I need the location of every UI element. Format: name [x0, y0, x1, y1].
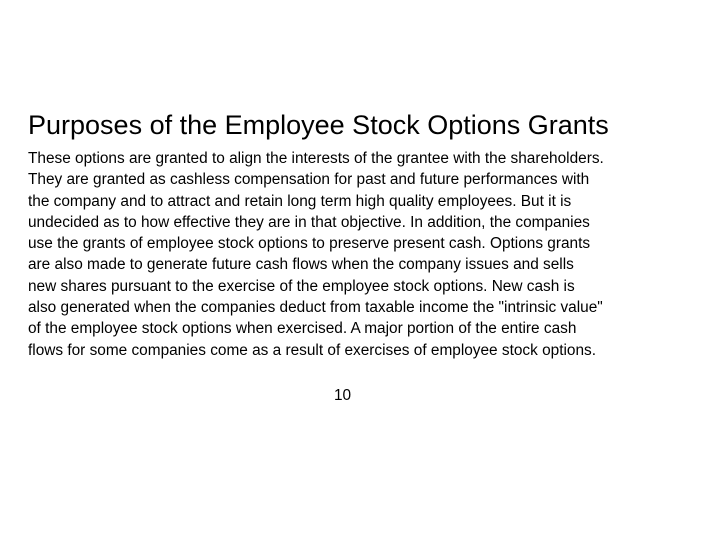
body-line: use the grants of employee stock options to preserve present cash. Options grants	[28, 235, 591, 253]
body-line: They are granted as cashless compensation for past and future performances with	[28, 171, 590, 189]
slide-title: Purposes of the Employee Stock Options Grants	[28, 110, 609, 140]
slide-body	[28, 148, 718, 361]
body-line: new shares pursuant to the exercise of the employee stock options. New cash is	[28, 277, 575, 295]
body-line: flows for some companies come as a result of exercises of employee stock options.	[28, 341, 596, 359]
body-line: are also made to generate future cash flows when the company issues and sells	[28, 256, 574, 274]
body-line: These options are granted to align the interests of the grantee with the shareholders.	[28, 150, 604, 167]
body-line: also generated when the companies deduct from taxable income the "intrinsic value"	[28, 299, 603, 317]
page-number: 10	[334, 387, 352, 404]
body-line: undecided as to how effective they are in that objective. In addition, the companies	[28, 213, 590, 231]
body-line: of the employee stock options when exercised. A major portion of the entire cash	[28, 320, 577, 338]
body-line: the company and to attract and retain long term high quality employees. But it is	[28, 192, 572, 210]
